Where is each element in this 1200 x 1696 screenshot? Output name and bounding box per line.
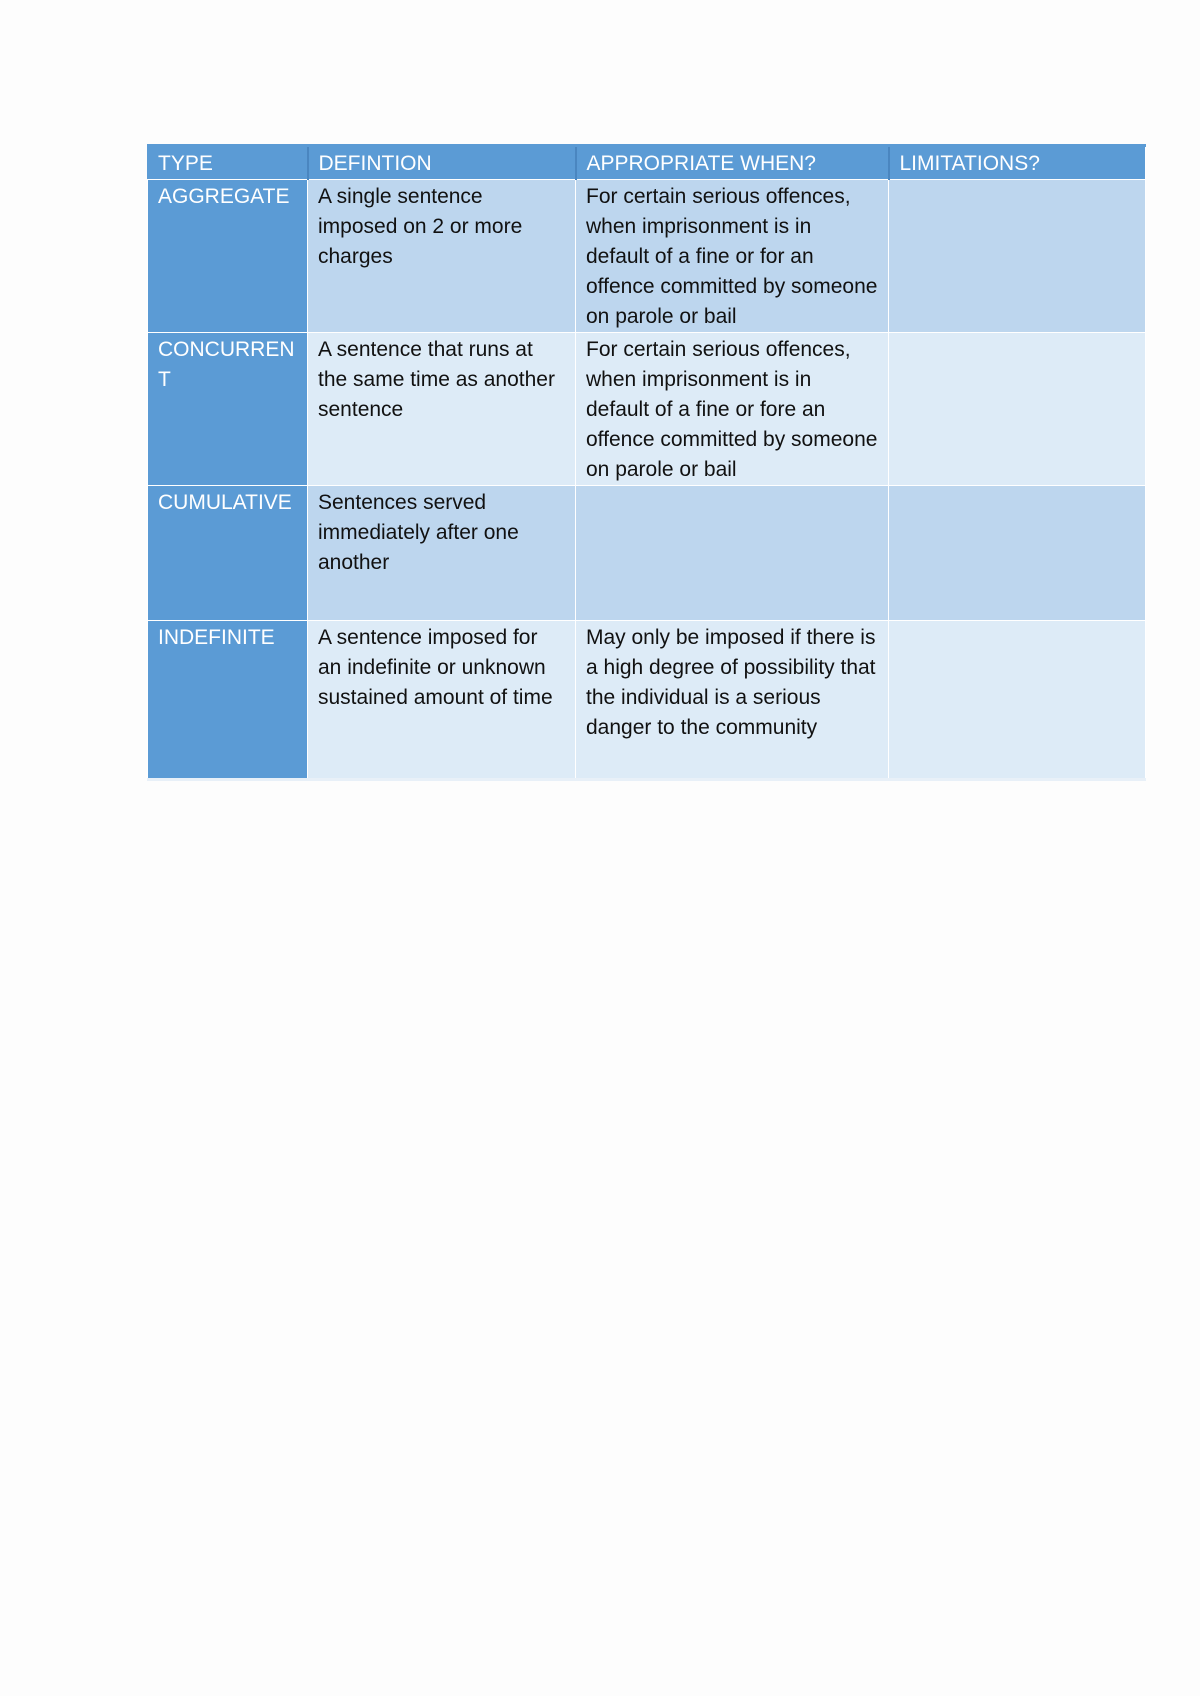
definition-cell: A single sentence imposed on 2 or more charges [308, 180, 576, 333]
appropriate-when-cell [576, 486, 889, 621]
table-row [148, 180, 1146, 333]
type-cell: CONCURRENT [148, 333, 308, 486]
header-row [148, 146, 1146, 180]
appropriate-when-cell: May only be imposed if there is a high degree of possibility that the individual is a serious danger to the community [576, 621, 889, 780]
header-type: TYPE [148, 146, 308, 180]
definition-cell: A sentence that runs at the same time as another sentence [308, 333, 576, 486]
header-definition: DEFINTION [308, 146, 576, 180]
appropriate-when-cell: For certain serious offences, when imprisonment is in default of a fine or fore an offence committed by someone on parole or bail [576, 333, 889, 486]
table-row [148, 333, 1146, 486]
limitations-cell [889, 180, 1146, 333]
limitations-cell [889, 486, 1146, 621]
definition-cell: A sentence imposed for an indefinite or unknown sustained amount of time [308, 621, 576, 780]
header-appropriate-when: APPROPRIATE WHEN? [576, 146, 889, 180]
appropriate-when-cell: For certain serious offences, when imprisonment is in default of a fine or for an offence committed by someone on parole or bail [576, 180, 889, 333]
header-limitations: LIMITATIONS? [889, 146, 1146, 180]
type-cell: INDEFINITE [148, 621, 308, 780]
type-cell: CUMULATIVE [148, 486, 308, 621]
table-row [148, 486, 1146, 621]
table-row [148, 621, 1146, 780]
type-cell: AGGREGATE [148, 180, 308, 333]
limitations-cell [889, 621, 1146, 780]
limitations-cell [889, 333, 1146, 486]
definition-cell: Sentences served immediately after one another [308, 486, 576, 621]
sentence-types-table [147, 144, 1146, 781]
